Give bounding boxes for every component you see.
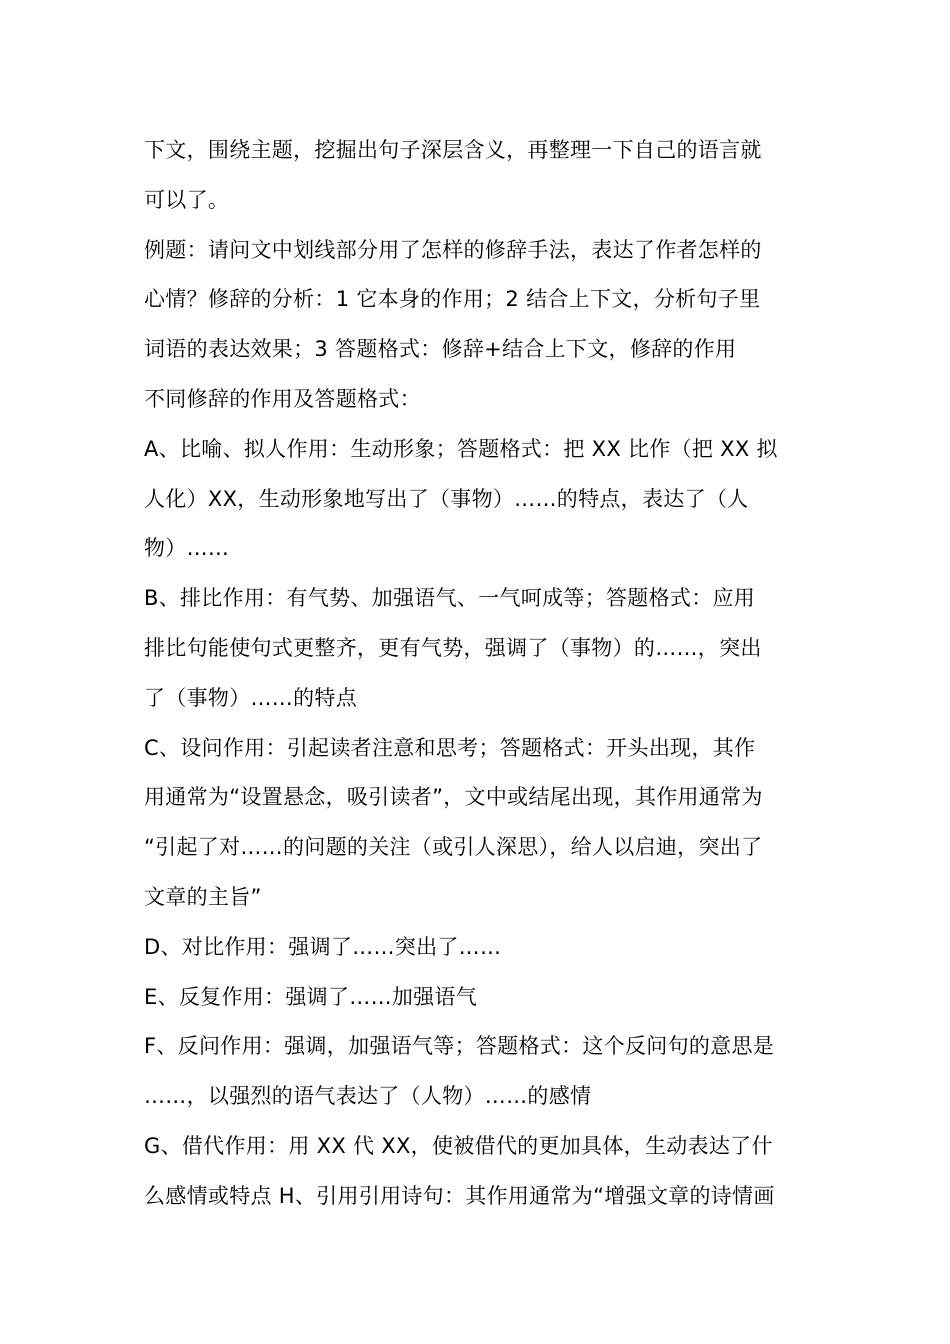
text-line: G、借代作用：用 XX 代 XX，使被借代的更加具体，生动表达了什 <box>144 1133 773 1158</box>
text-line: “引起了对……的问题的关注（或引人深思），给人以启迪，突出了 <box>144 835 763 860</box>
text-line: 可以了。 <box>144 187 230 212</box>
text-line: 排比句能使句式更整齐，更有气势，强调了（事物）的……，突出 <box>144 635 762 660</box>
text-line: B、排比作用：有气势、加强语气、一气呵成等；答题格式：应用 <box>144 586 756 611</box>
document-body <box>144 126 816 1222</box>
text-line: 物）…… <box>144 536 230 561</box>
text-line: 文章的主旨” <box>144 884 262 909</box>
text-line: 词语的表达效果；3 答题格式：修辞+结合上下文，修辞的作用 <box>144 337 737 362</box>
text-line: C、设问作用：引起读者注意和思考；答题格式：开头出现，其作 <box>144 735 756 760</box>
text-line: ……，以强烈的语气表达了（人物）……的感情 <box>144 1084 592 1109</box>
text-line: 不同修辞的作用及答题格式： <box>144 386 421 411</box>
text-line: 人化）XX，生动形象地写出了（事物）……的特点，表达了（人 <box>144 486 749 511</box>
text-line: 心情？修辞的分析：1 它本身的作用；2 结合上下文，分析句子里 <box>144 287 761 312</box>
text-line: E、反复作用：强调了……加强语气 <box>144 984 478 1009</box>
text-line: 例题：请问文中划线部分用了怎样的修辞手法，表达了作者怎样的 <box>144 237 762 262</box>
text-line: 了（事物）……的特点 <box>144 685 357 710</box>
text-line: 用通常为“设置悬念，吸引读者”，文中或结尾出现，其作用通常为 <box>144 785 763 810</box>
text-line: F、反问作用：强调，加强语气等；答题格式：这个反问句的意思是 <box>144 1034 775 1059</box>
text-line: 么感情或特点 H、引用引用诗句：其作用通常为“增强文章的诗情画 <box>144 1183 775 1208</box>
text-line: A、比喻、拟人作用：生动形象；答题格式：把 XX 比作（把 XX 拟 <box>144 436 778 461</box>
text-line: D、对比作用：强调了……突出了…… <box>144 934 502 959</box>
text-line: 下文，围绕主题，挖掘出句子深层含义，再整理一下自己的语言就 <box>144 138 762 162</box>
